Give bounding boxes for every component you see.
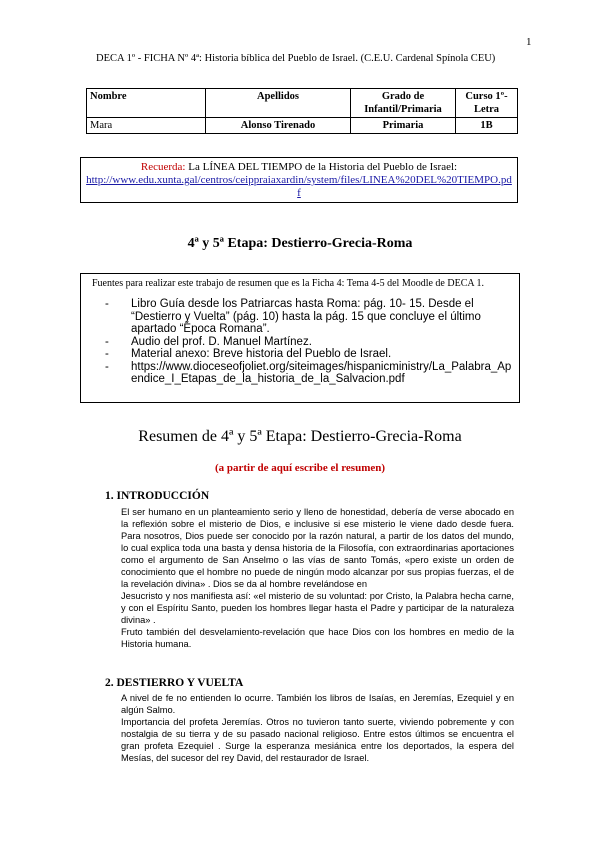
source-link[interactable]: - https://www.dioceseofjoliet.org/siteimages/hispanicministry/La_Palabra_Apendice_I_Etapas_de_la_historia_de_la_Salvacion.pdf [105,361,515,386]
recuerda-label: Recuerda: [140,161,186,173]
header-apellidos: Apellidos [206,89,351,118]
list-item: - Material anexo: Breve historia del Pueblo de Israel. [105,348,515,361]
section-title-destierro: 2. DESTIERRO Y VUELTA [105,677,244,689]
list-item: - Libro Guía desde los Patriarcas hasta Roma: pág. 10- 15. Desde el “Destierro y Vuelta” (pág. 10) hasta la pág. 15 que concluye el último apartado “Época Romana”. [105,298,515,336]
section-body-destierro [121,692,514,764]
paragraph: El ser humano en un planteamiento serio y lleno de honestidad, debería de verse abocado en la reflexión sobre el misterio de Dios, e inclusive si ese misterio le viene dado desde fuera. Para nosotros, Dios puede ser conocido por la razón natural, a partir de los datos del mundo, lo cual explica toda una basta y densa historia de la Filosofía, con extraordinarias aportaciones como el argumento de San Anselmo o las vías de santo Tomás, «pero existe un orden de conocimiento que el hombre no puede de ningún modo alcanzar por sus propias fuerzas, el de la revelación divina» . Dios se da al hombre revelándose en [121,507,514,589]
paragraph: Jesucristo y nos manifiesta así: «el misterio de su voluntad: por Cristo, la Palabra hecha carne, y con el Espíritu Santo, pueden los hombres llegar hasta el Padre y participar de la naturaleza divina» . [121,591,514,625]
section-body-introduccion [121,506,514,650]
page-header: DECA 1º - FICHA Nº 4ª: Historia bíblica del Pueblo de Israel. (C.E.U. Cardenal Spínola CEU) [96,53,496,64]
stage-title: 4ª y 5ª Etapa: Destierro-Grecia-Roma [187,236,413,251]
header-grado: Grado de Infantil/Primaria [351,89,456,118]
sources-intro: Fuentes para realizar este trabajo de resumen que es la Ficha 4: Tema 4-5 del Moodle de DECA 1. [92,278,485,289]
sources-list [105,298,515,386]
timeline-note-box [80,157,518,203]
note-text: La LÍNEA DEL TIEMPO de la Historia del Pueblo de Israel: [185,161,458,173]
section-title-introduccion: 1. INTRODUCCIÓN [105,490,210,502]
cell-grado: Primaria [351,118,456,134]
student-table [86,88,518,134]
table-row [87,118,518,134]
sources-box [80,273,520,403]
header-nombre: Nombre [87,89,206,118]
cell-nombre: Mara [87,118,206,134]
paragraph: Fruto también del desvelamiento-revelación que hace Dios con los hombres en medio de la Historia humana. [121,627,514,649]
header-curso: Curso 1º- Letra [456,89,518,118]
table-header-row [87,89,518,118]
summary-note: (a partir de aquí escribe el resumen) [214,462,386,474]
paragraph: Importancia del profeta Jeremías. Otros no tuvieron tanto suerte, viviendo pobremente y con nostalgia de su tierra y de su pasado nacional religioso. Entre estos últimos se encuentra el gran profeta Ezequiel . Surge la esperanza mesiánica entre los deportados, la espera del Mesías, del sucesor del rey David, del restaurador de Israel. [121,717,514,763]
cell-curso: 1B [456,118,518,134]
list-item: - Audio del prof. D. Manuel Martínez. [105,336,515,349]
paragraph: A nivel de fe no entienden lo ocurre. También los libros de Isaías, en Jeremías, Ezequiel y en algún Salmo. [121,693,514,715]
cell-apellidos: Alonso Tirenado [206,118,351,134]
timeline-link[interactable]: http://www.edu.xunta.gal/centros/ceippraiaxardin/system/files/LINEA%20DEL%20TIEMPO.pdf [86,174,512,199]
page-number: 1 [526,36,532,48]
summary-title: Resumen de 4ª y 5ª Etapa: Destierro-Grecia-Roma [138,428,462,445]
